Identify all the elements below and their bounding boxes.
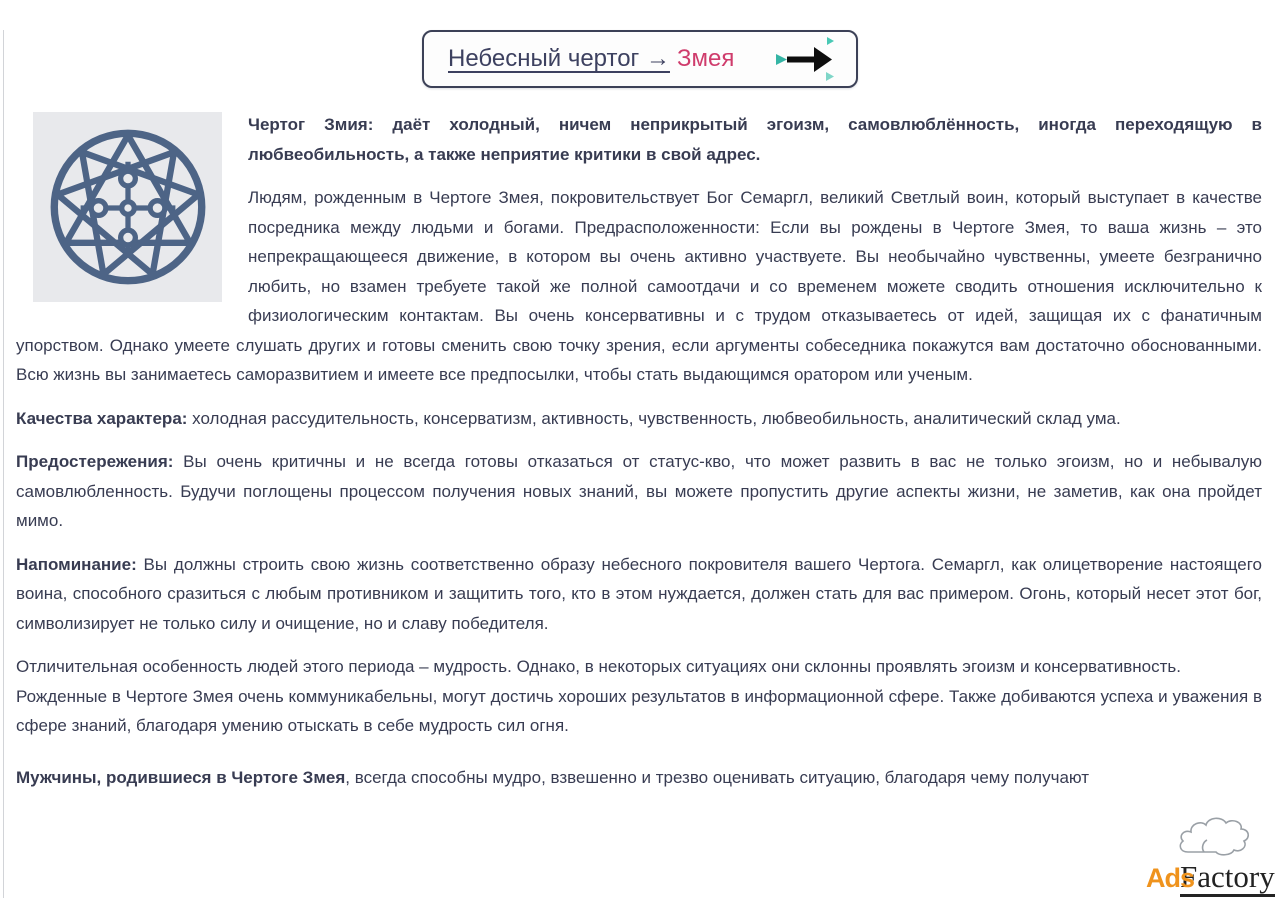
paragraph-intro: Чертог Змия: даёт холодный, ничем неприкрытый эгоизм, самовлюблённость, иногда переходящую в любвеобильность, а также неприятие критики в свой адрес.: [248, 115, 1262, 164]
current-chertog-label: Змея: [676, 45, 735, 72]
chertog-nav-box: [422, 30, 858, 88]
watermark-text: [1146, 861, 1275, 892]
article-content: [0, 110, 1280, 792]
paragraph-trait: Отличительная особенность людей этого периода – мудрость. Однако, в некоторых ситуациях они склонны проявлять эгоизм и консервативность.: [16, 657, 1181, 676]
watermark-factory: Factory: [1180, 859, 1275, 897]
chertog-breadcrumb-link[interactable]: [448, 47, 734, 71]
paragraph-communication: Рожденные в Чертоге Змея очень коммуникабельны, могут достичь хороших результатов в информационной сфере. Также добиваются успеха и уважения в сфере знаний, благодаря умению отыскать в себе мудрость сил огня.: [16, 686, 1262, 735]
smoke-cloud-icon: [1174, 812, 1252, 856]
next-arrow-icon: [774, 35, 836, 83]
breadcrumb-label[interactable]: Небесный чертог →: [448, 45, 670, 72]
paragraph-reminder: Напоминание: Вы должны строить свою жизнь соответственно образу небесного покровителя вашего Чертога. Семаргл, как олицетворение настоящего воина, способного сразиться с любым противником и защитить того, кто в этом нуждается, должен стать для вас примером. Огонь, который несет этот бог, символизирует не только силу и очищение, но и славу победителя.: [16, 554, 1262, 633]
adsfactory-watermark: [1146, 816, 1278, 898]
paragraph-men: Мужчины, родившиеся в Чертоге Змея, всегда способны мудро, взвешенно и трезво оценивать ситуацию, благодаря чему получают: [16, 767, 1090, 787]
paragraph-warnings: Предостережения: Вы очень критичны и не всегда готовы отказаться от статус-кво, что может развить в вас не только эгоизм, но и небывалую самовлюбленность. Будучи поглощены процессом получения новых знаний, вы можете пропустить другие аспекты жизни, не заметив, как она пройдет мимо.: [16, 452, 1262, 530]
left-border-line: [3, 30, 4, 898]
chertog-zmeya-nonagram-icon: [49, 128, 207, 286]
paragraph-patron: Людям, рожденным в Чертоге Змея, покровительствует Бог Семаргл, великий Светлый воин, который выступает в качестве посредника между людьми и богами. Предрасположенности: Если вы рождены в Чертоге Змея, то ваша жизнь – это непрекращающееся движение, в котором вы очень активно участвуете. Вы необычайно чувственны, умеете безгранично любить, но взамен требуете такой же полной самоотдачи и со временем можете сводить отношения исключительно к физиологическим контактам. Вы очень консервативны и с трудом отказываетесь от идей, защищая их с фанатичным упорством. Однако умеете слушать других и готовы сменить свою точку зрения, если аргументы собеседника покажутся вам достаточно обоснованными. Всю жизнь вы занимаетесь саморазвитием и имеете все предпосылки, чтобы стать выдающимся оратором или ученым.: [16, 188, 1262, 384]
next-arrow-button[interactable]: [774, 35, 836, 83]
watermark-ads: Ads: [1146, 863, 1195, 893]
chertog-symbol-image: [33, 112, 222, 302]
paragraph-qualities: Качества характера: холодная рассудительность, консерватизм, активность, чувственность, любвеобильность, аналитический склад ума.: [16, 408, 1121, 428]
